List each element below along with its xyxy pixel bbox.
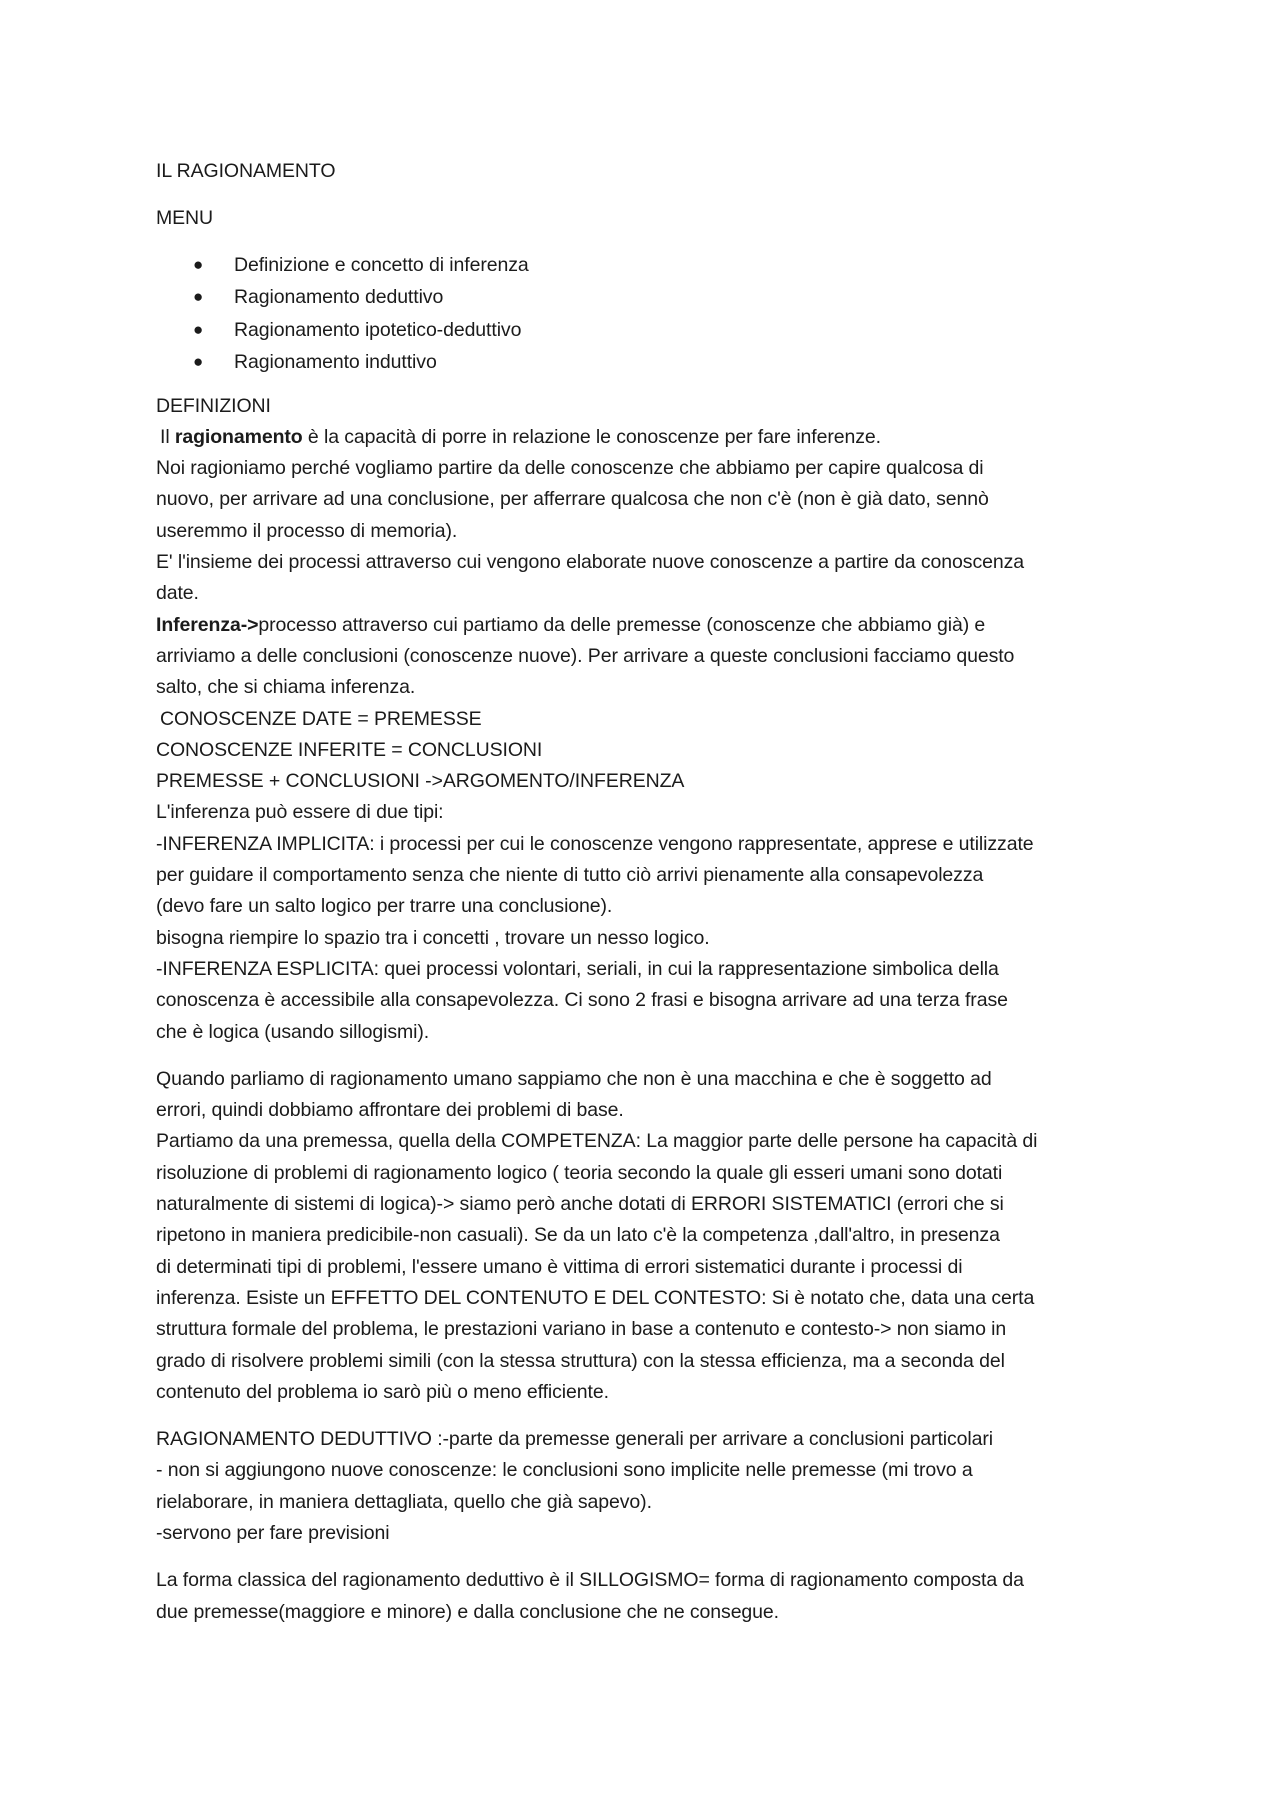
text-line: salto, che si chiama inferenza. [156,676,416,699]
text-line: nuovo, per arrivare ad una conclusione, per afferrare qualcosa che non c'è (non è già dato, sennò [156,488,989,511]
text-line: La forma classica del ragionamento deduttivo è il SILLOGISMO= forma di ragionamento composta da [156,1569,1024,1592]
text-line: date. [156,582,199,605]
menu-list [156,249,1140,379]
text-line: -servono per fare previsioni [156,1521,390,1544]
bold-term: ragionamento [174,425,303,448]
list-item: ● Ragionamento deduttivo [234,281,1140,314]
text-line: Partiamo da una premessa, quella della COMPETENZA: La maggior parte delle persone ha capacità di [156,1130,1038,1153]
bold-term: Inferenza-> [156,613,259,636]
page-title: IL RAGIONAMENTO [156,160,336,182]
text-line: -INFERENZA ESPLICITA: quei processi volontari, seriali, in cui la rappresentazione simbolica della [156,957,999,980]
text-line: di determinati tipi di problemi, l'essere umano è vittima di errori sistematici durante i processi di [156,1255,963,1278]
text-line: arriviamo a delle conclusioni (conoscenze nuove). Per arrivare a queste conclusioni facciamo questo [156,644,1015,667]
text-line: CONOSCENZE DATE = PREMESSE [160,707,482,730]
text-line: (devo fare un salto logico per trarre una conclusione). [156,895,613,918]
text-line: L'inferenza può essere di due tipi: [156,801,444,824]
text-line: rielaborare, in maniera dettagliata, quello che già sapevo). [156,1490,652,1513]
text-line: Quando parliamo di ragionamento umano sappiamo che non è una macchina e che è soggetto ad [156,1067,992,1090]
deduttivo-paragraph [156,1424,1140,1549]
text-line: risoluzione di problemi di ragionamento logico ( teoria secondo la quale gli esseri umani sono dotati [156,1161,1003,1184]
text-line: due premesse(maggiore e minore) e dalla conclusione che ne consegue. [156,1600,779,1623]
text-line: errori, quindi dobbiamo affrontare dei problemi di base. [156,1099,624,1122]
definizioni-section [156,391,1140,1048]
text-line: useremmo il processo di memoria). [156,519,458,542]
sillogismo-paragraph [156,1565,1140,1628]
text-line: grado di risolvere problemi simili (con la stessa struttura) con la stessa efficienza, ma a seconda del [156,1349,1005,1372]
text-line: bisogna riempire lo spazio tra i concetti , trovare un nesso logico. [156,926,710,949]
list-item: ● Ragionamento ipotetico-deduttivo [234,314,1140,347]
text-line: struttura formale del problema, le prestazioni variano in base a contenuto e contesto-> non siamo in [156,1318,1007,1341]
text-line: ripetono in maniera predicibile-non casuali). Se da un lato c'è la competenza ,dall'altro, in presenza [156,1224,1000,1247]
section-heading: DEFINIZIONI [156,394,271,417]
list-item: ● Definizione e concetto di inferenza [234,249,1140,282]
text-line: Noi ragioniamo perché vogliamo partire da delle conoscenze che abbiamo per capire qualcosa di [156,457,984,480]
text-line: PREMESSE + CONCLUSIONI ->ARGOMENTO/INFERENZA [156,770,685,793]
text-line: naturalmente di sistemi di logica)-> siamo però anche dotati di ERRORI SISTEMATICI (errori che si [156,1193,1004,1216]
text-line: inferenza. Esiste un EFFETTO DEL CONTENUTO E DEL CONTESTO: Si è notato che, data una certa [156,1286,1035,1309]
list-item: ● Ragionamento induttivo [234,346,1140,379]
text-line: - non si aggiungono nuove conoscenze: le conclusioni sono implicite nelle premesse (mi trovo a [156,1459,973,1482]
bullet-icon: ● [193,287,204,307]
text-line: E' l'insieme dei processi attraverso cui vengono elaborate nuove conoscenze a partire da conoscenza [156,551,1024,574]
menu-heading: MENU [156,207,214,230]
text-line: CONOSCENZE INFERITE = CONCLUSIONI [156,738,543,761]
text-line: contenuto del problema io sarò più o meno efficiente. [156,1380,609,1403]
competenza-paragraph [156,1064,1140,1408]
text-line: Inferenza->processo attraverso cui partiamo da delle premesse (conoscenze che abbiamo già) e [156,613,986,636]
bullet-icon: ● [193,254,204,274]
text-line: -INFERENZA IMPLICITA: i processi per cui le conoscenze vengono rappresentate, apprese e utilizzate [156,832,1034,855]
text-line: Il ragionamento è la capacità di porre in relazione le conoscenze per fare inferenze. [160,425,881,448]
bullet-icon: ● [193,319,204,339]
text-line: per guidare il comportamento senza che niente di tutto ciò arrivi pienamente alla consapevolezza [156,864,984,887]
text-line: conoscenza è accessibile alla consapevolezza. Ci sono 2 frasi e bisogna arrivare ad una terza frase [156,989,1008,1012]
text-line: che è logica (usando sillogismi). [156,1020,430,1043]
bullet-icon: ● [193,352,204,372]
text-line: RAGIONAMENTO DEDUTTIVO :-parte da premesse generali per arrivare a conclusioni particolari [156,1428,994,1451]
